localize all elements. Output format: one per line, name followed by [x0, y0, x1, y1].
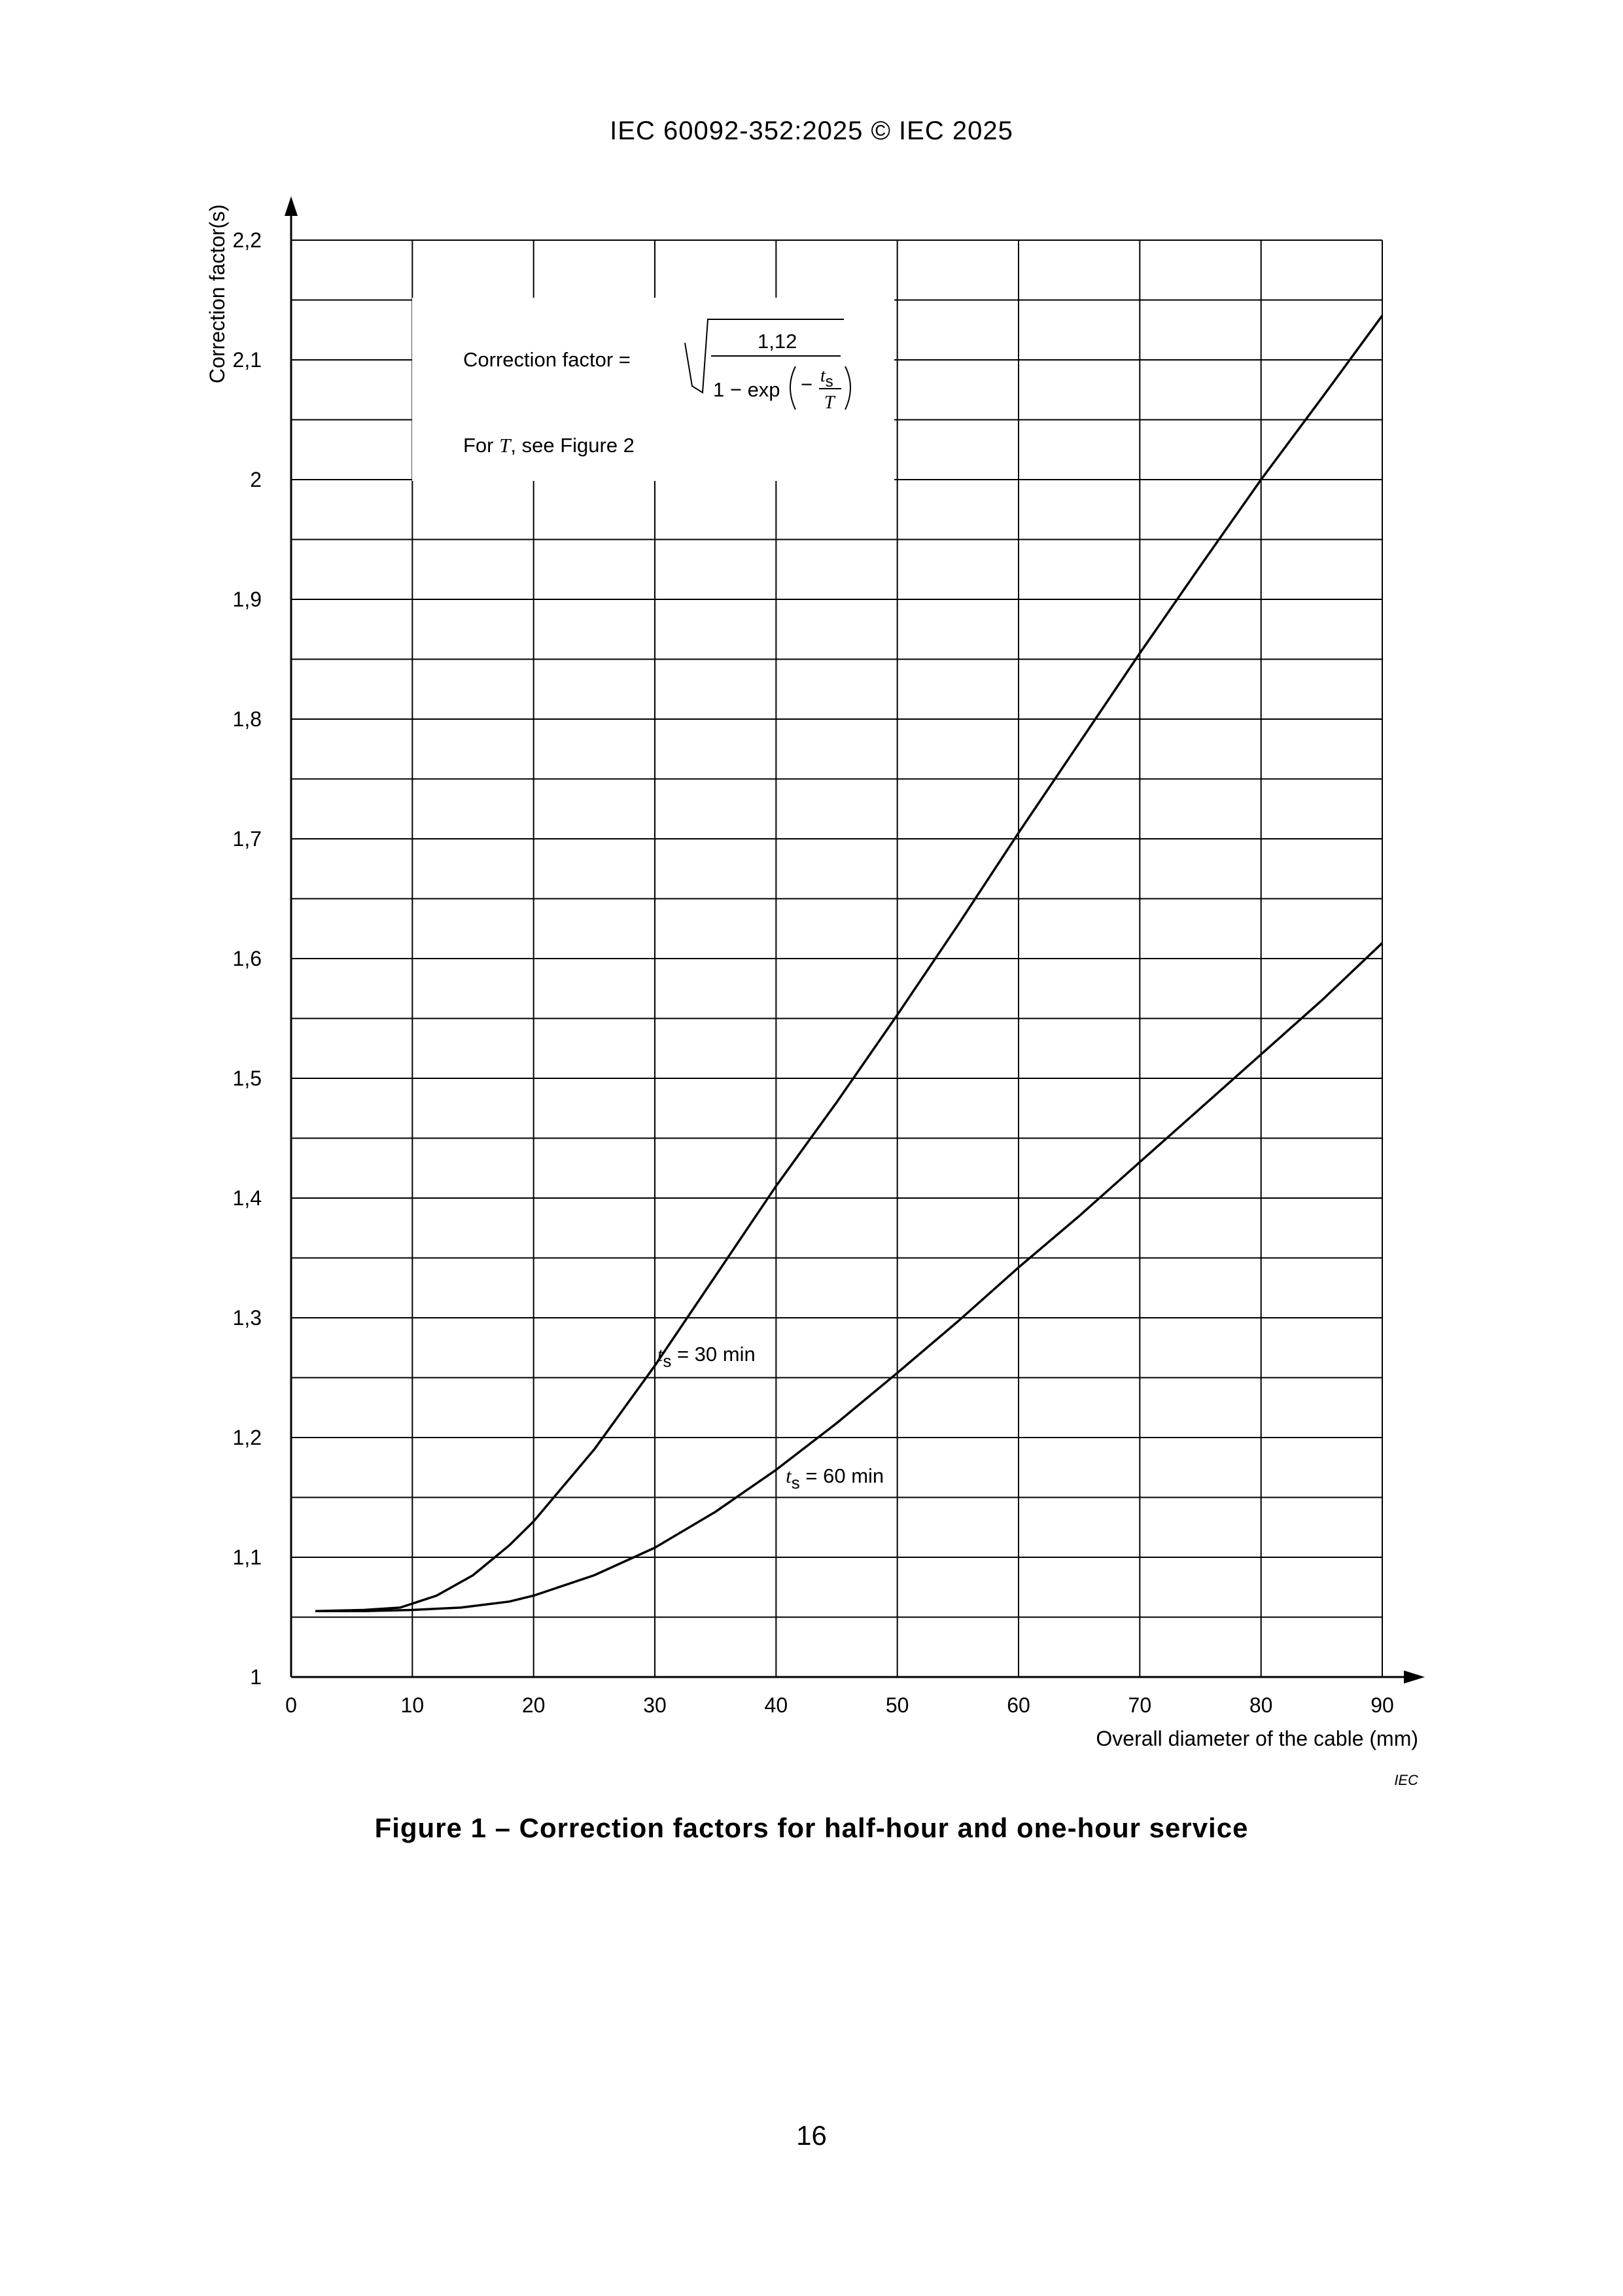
y-tick-label: 1,6 [232, 947, 262, 970]
y-tick-label: 2 [250, 468, 262, 491]
formula-lhs: Correction factor = [463, 348, 631, 371]
formula-box [412, 298, 894, 481]
formula-numerator: 1,12 [758, 330, 797, 353]
x-tick-label: 70 [1128, 1693, 1152, 1717]
formula-denominator: 1 − exp [713, 378, 780, 401]
series-line-1 [315, 315, 1382, 1611]
y-tick-label: 1,2 [232, 1426, 262, 1449]
y-axis-arrow-icon [285, 196, 298, 216]
x-tick-label: 0 [285, 1693, 297, 1717]
x-tick-label: 90 [1370, 1693, 1394, 1717]
page-number: 16 [796, 2120, 827, 2151]
x-axis-arrow-icon [1404, 1670, 1425, 1684]
y-tick-label: 1,3 [232, 1306, 262, 1330]
y-axis-label: Correction factor(s) [205, 204, 229, 383]
series-line-2 [315, 943, 1382, 1611]
y-tick-label: 2,2 [232, 228, 262, 252]
y-tick-label: 1,7 [232, 827, 262, 851]
x-tick-label: 50 [885, 1693, 909, 1717]
x-tick-label: 40 [764, 1693, 788, 1717]
series-label-2: $t_s = 60$ min [786, 1464, 884, 1492]
y-tick-label: 1,9 [232, 588, 262, 611]
y-tick-label: 1,5 [232, 1067, 262, 1090]
formula-note: For T, see Figure 2 [463, 434, 635, 457]
y-tick-label: 1,8 [232, 707, 262, 731]
formula-ts: ts [820, 366, 833, 391]
x-tick-label: 80 [1249, 1693, 1273, 1717]
y-tick-label: 1 [250, 1665, 262, 1689]
x-tick-label: 30 [643, 1693, 667, 1717]
formula-T: T [824, 393, 835, 413]
y-tick-label: 1,1 [232, 1545, 262, 1569]
x-tick-label: 60 [1007, 1693, 1030, 1717]
figure-caption: Figure 1 – Correction factors for half-hour and one-hour service [374, 1812, 1249, 1843]
document-header: IEC 60092-352:2025 © IEC 2025 [610, 116, 1013, 145]
y-tick-label: 1,4 [232, 1186, 262, 1210]
y-tick-label: 2,1 [232, 348, 262, 372]
x-tick-label: 20 [521, 1693, 546, 1717]
x-axis-label: Overall diameter of the cable (mm) [1096, 1727, 1418, 1750]
source-mark: IEC [1394, 1772, 1418, 1788]
formula-minus: − [801, 373, 813, 396]
x-tick-label: 10 [400, 1693, 425, 1717]
series-label-1: $t_s = 30$ min [657, 1343, 756, 1371]
